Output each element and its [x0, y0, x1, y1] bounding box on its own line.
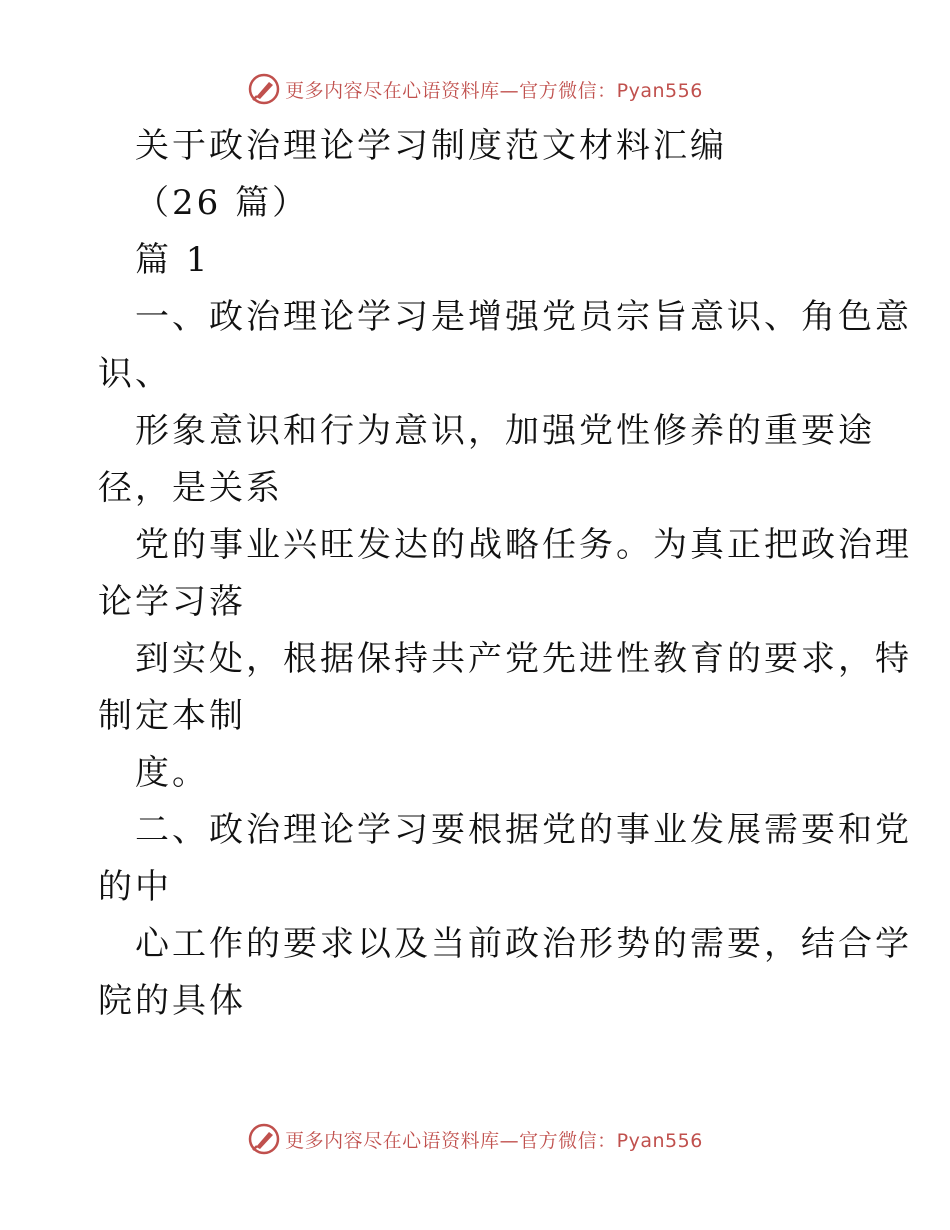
document-line: 度。 [135, 753, 209, 793]
watermark-contact: —官方微信：Pyan556 [499, 79, 703, 102]
document-line: （26 篇） [135, 183, 310, 223]
header-watermark [0, 72, 950, 106]
document-line: 论学习落 [98, 582, 246, 622]
watermark-contact: —官方微信：Pyan556 [499, 1129, 703, 1152]
document-line: 制定本制 [98, 696, 246, 736]
document-line: 形象意识和行为意识，加强党性修养的重要途 [135, 411, 875, 451]
document-line: 心工作的要求以及当前政治形势的需要，结合学 [135, 924, 912, 964]
pen-nib-logo-icon [247, 72, 281, 106]
watermark-text: 更多内容尽在心语资料库 [285, 79, 500, 102]
document-line: 径，是关系 [98, 468, 283, 508]
document-line: 院的具体 [98, 981, 246, 1021]
document-line: 识、 [98, 354, 172, 394]
document-line: 篇 1 [135, 240, 211, 280]
document-line: 的中 [98, 867, 172, 907]
footer-watermark [0, 1122, 950, 1156]
document-line: 二、政治理论学习要根据党的事业发展需要和党 [135, 810, 912, 850]
watermark-text: 更多内容尽在心语资料库 [285, 1129, 500, 1152]
document-line: 到实处，根据保持共产党先进性教育的要求，特 [135, 639, 912, 679]
document-line: 党的事业兴旺发达的战略任务。为真正把政治理 [135, 525, 912, 565]
document-line: 一、政治理论学习是增强党员宗旨意识、角色意 [135, 297, 912, 337]
pen-nib-logo-icon [247, 1122, 281, 1156]
document-body [98, 118, 912, 1030]
document-line: 关于政治理论学习制度范文材料汇编 [135, 126, 727, 166]
